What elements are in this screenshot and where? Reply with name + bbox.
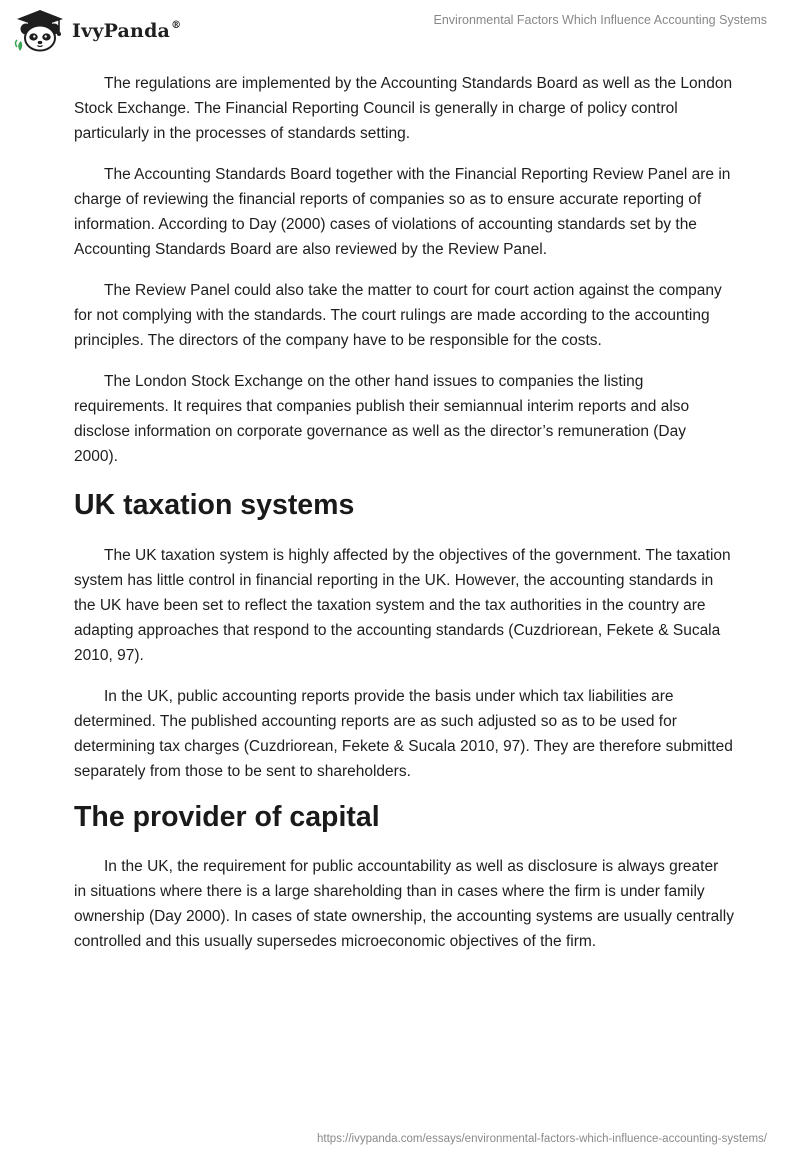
panda-graduate-icon — [14, 9, 66, 53]
brand-name — [72, 20, 181, 42]
paragraph: The Review Panel could also take the matter to court for court action against the company for not complying with the standards. The court rulings are made according to the accounting principles. The directors of the company have to be responsible for the costs. — [74, 282, 722, 349]
paragraph: The London Stock Exchange on the other hand issues to companies the listing requirements. It requires that companies publish their semiannual interim reports and also disclose information on corporate governance as well as the director’s remuneration (Day 2000). — [74, 373, 690, 465]
registered-mark: ® — [171, 20, 182, 31]
ivypanda-logo[interactable] — [14, 9, 181, 53]
paragraph: In the UK, public accounting reports provide the basis under which tax liabilities are determined. The published accounting reports are as such adjusted so as to be used for determining tax charges (Cuzdriorean, Fekete & Sucala 2010, 97). They are therefore submitted separately from those to be sent to shareholders. — [74, 688, 733, 780]
brand-text: IvyPanda — [72, 20, 171, 42]
paragraph: The Accounting Standards Board together with the Financial Reporting Review Panel are in charge of reviewing the financial reports of companies so as to ensure accurate reporting of information. According to Day (2000) cases of violations of accounting standards set by the Accounting Standards Board are also reviewed by the Review Panel. — [74, 166, 731, 258]
document-title: Environmental Factors Which Influence Accounting Systems — [433, 13, 767, 27]
paragraph: The UK taxation system is highly affected by the objectives of the government. The taxation system has little control in financial reporting in the UK. However, the accounting standards in the UK have been set to reflect the taxation system and the tax authorities in the country are adapting approaches that respond to the accounting standards (Cuzdriorean, Fekete & Sucala 2010, 97). — [74, 547, 731, 664]
section-heading-taxation: UK taxation systems — [74, 489, 355, 521]
source-url[interactable]: https://ivypanda.com/essays/environmental-factors-which-influence-accounting-systems/ — [317, 1133, 767, 1145]
page-header — [0, 0, 800, 60]
paragraph: The regulations are implemented by the Accounting Standards Board as well as the London Stock Exchange. The Financial Reporting Council is generally in charge of policy control particularly in the processes of standards setting. — [74, 75, 733, 142]
paragraph: In the UK, the requirement for public accountability as well as disclosure is always greater in situations where there is a large shareholding than in cases where the firm is under family ownership (Day 2000). In cases of state ownership, the accounting systems are usually centrally controlled and this usually supersedes microeconomic objectives of the firm. — [74, 858, 734, 950]
essay-body — [74, 71, 734, 970]
section-heading-capital: The provider of capital — [74, 801, 380, 833]
